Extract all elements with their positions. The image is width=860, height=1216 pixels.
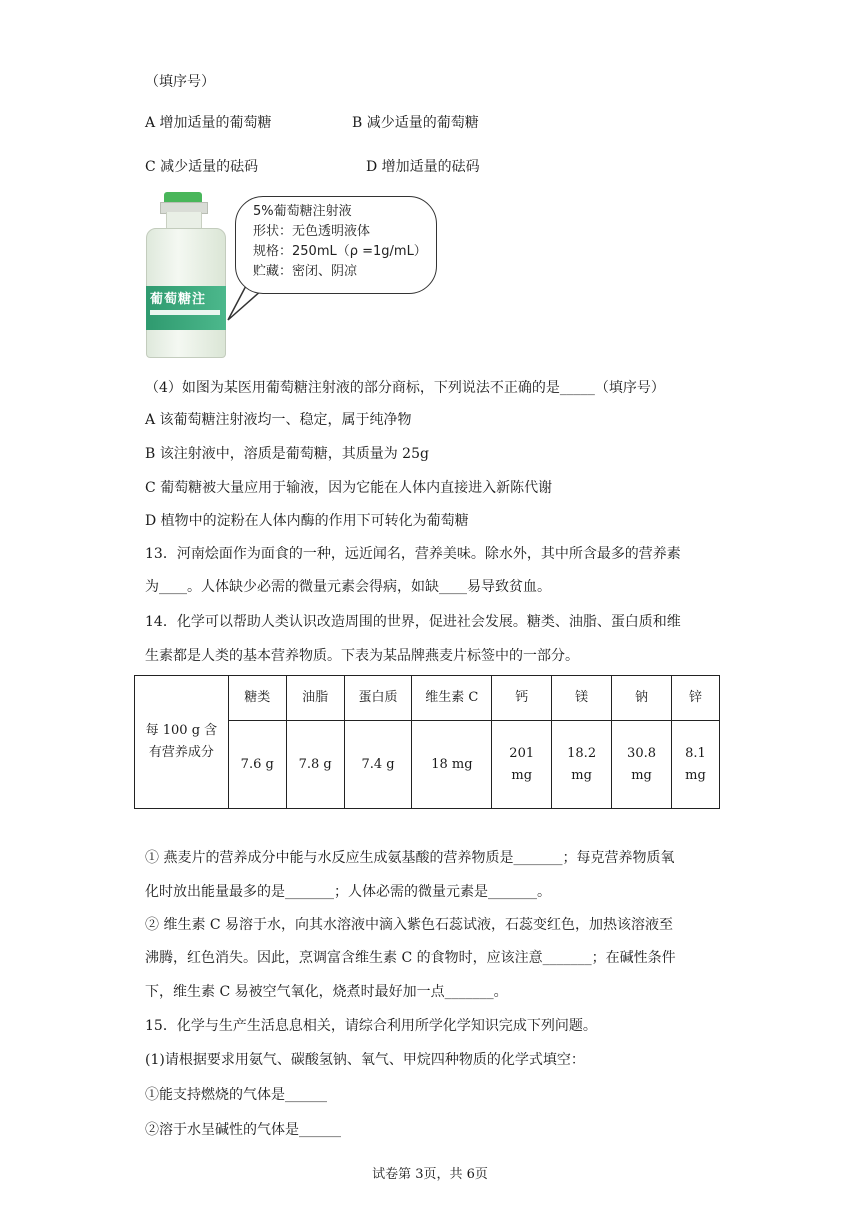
- question-4: （4）如图为某医用葡萄糖注射液的部分商标，下列说法不正确的是_____（填序号）: [145, 380, 665, 396]
- header-cell: 糖类: [228, 676, 286, 721]
- q4-option-c: C 葡萄糖被大量应用于输液，因为它能在人体内直接进入新陈代谢: [145, 480, 553, 496]
- value-number: 201: [509, 745, 535, 761]
- page-footer: 试卷第 3页，共 6页: [372, 1167, 488, 1182]
- fill-hint: （填序号）: [145, 74, 215, 90]
- value-number: 18.2: [567, 745, 597, 761]
- bubble-line-name: 5%葡萄糖注射液: [253, 204, 352, 219]
- option-b: B 减少适量的葡萄糖: [352, 115, 479, 131]
- question-13-line-1: 13．河南烩面作为面食的一种，远近闻名，营养美味。除水外，其中所含最多的营养素: [145, 546, 681, 562]
- value-unit: mg: [631, 767, 652, 783]
- value-cell: [492, 721, 552, 809]
- value-cell: 7.6 g: [228, 721, 286, 809]
- value-unit: mg: [511, 767, 533, 783]
- question-15-1a: ①能支持燃烧的气体是______: [145, 1087, 327, 1103]
- value-cell: [552, 721, 612, 809]
- value-number: 30.8: [627, 745, 656, 761]
- bubble-line-storage: 贮藏：密闭、阴凉: [253, 264, 358, 279]
- sub-2-line-1: ② 维生素 C 易溶于水，向其水溶液中滴入紫色石蕊试液，石蕊变红色，加热该溶液至: [145, 917, 674, 933]
- value-cell: 7.4 g: [344, 721, 412, 809]
- sub-2-line-2: 沸腾，红色消失。因此，烹调富含维生素 C 的食物时，应该注意_______；在碱性条件: [145, 950, 676, 966]
- header-cell: 锌: [671, 676, 719, 721]
- q4-option-b: B 该注射液中，溶质是葡萄糖，其质量为 25g: [145, 446, 429, 462]
- bubble-line-appearance: 形状：无色透明液体: [253, 224, 371, 239]
- row-header-line-1: 每 100 g 含: [145, 723, 218, 738]
- nutrition-table: [134, 675, 720, 809]
- header-cell: 蛋白质: [344, 676, 412, 721]
- value-cell: [671, 721, 719, 809]
- bottle-label-text: 葡萄糖注: [150, 292, 207, 307]
- q4-option-a: A 该葡萄糖注射液均一、稳定，属于纯净物: [145, 412, 412, 428]
- value-unit: mg: [571, 767, 592, 783]
- question-14-line-1: 14．化学可以帮助人类认识改造周围的世界，促进社会发展。糖类、油脂、蛋白质和维: [145, 614, 681, 630]
- value-cell: [612, 721, 672, 809]
- question-15-part-1: (1)请根据要求用氨气、碳酸氢钠、氧气、甲烷四种物质的化学式填空：: [145, 1052, 585, 1068]
- sub-2-line-3: 下，维生素 C 易被空气氧化，烧煮时最好加一点_______。: [145, 984, 508, 1000]
- option-a: A 增加适量的葡萄糖: [145, 115, 272, 131]
- header-cell: 镁: [552, 676, 612, 721]
- speech-bubble-text: [253, 202, 427, 282]
- value-cell: 7.8 g: [286, 721, 344, 809]
- q4-option-d: D 植物中的淀粉在人体内酶的作用下可转化为葡萄糖: [145, 513, 469, 529]
- question-15: 15．化学与生产生活息息相关，请综合利用所学化学知识完成下列问题。: [145, 1018, 597, 1034]
- glucose-bottle-figure: [142, 190, 442, 360]
- header-cell: 钙: [492, 676, 552, 721]
- bottle-label-strip: [150, 310, 220, 315]
- table-header-row: [135, 676, 720, 721]
- value-cell: 18 mg: [412, 721, 492, 809]
- question-14-line-2: 生素都是人类的基本营养物质。下表为某品牌燕麦片标签中的一部分。: [145, 648, 579, 664]
- value-unit: mg: [685, 767, 706, 783]
- option-d: D 增加适量的砝码: [366, 159, 480, 175]
- value-number: 8.1: [685, 745, 706, 761]
- row-header-cell: [135, 676, 229, 809]
- header-cell: 钠: [612, 676, 672, 721]
- sub-1-line-2: 化时放出能量最多的是_______；人体必需的微量元素是_______。: [145, 884, 551, 900]
- question-15-1b: ②溶于水呈碱性的气体是______: [145, 1122, 341, 1138]
- header-cell: 油脂: [286, 676, 344, 721]
- sub-1-line-1: ① 燕麦片的营养成分中能与水反应生成氨基酸的营养物质是_______；每克营养物质氧: [145, 850, 675, 866]
- row-header-line-2: 有营养成分: [148, 745, 214, 760]
- option-c: C 减少适量的砝码: [145, 159, 259, 175]
- header-cell: 维生素 C: [412, 676, 492, 721]
- bubble-line-spec: 规格：250mL（ρ =1g/mL）: [253, 244, 427, 259]
- question-13-line-2: 为____。人体缺少必需的微量元素会得病，如缺____易导致贫血。: [145, 579, 551, 595]
